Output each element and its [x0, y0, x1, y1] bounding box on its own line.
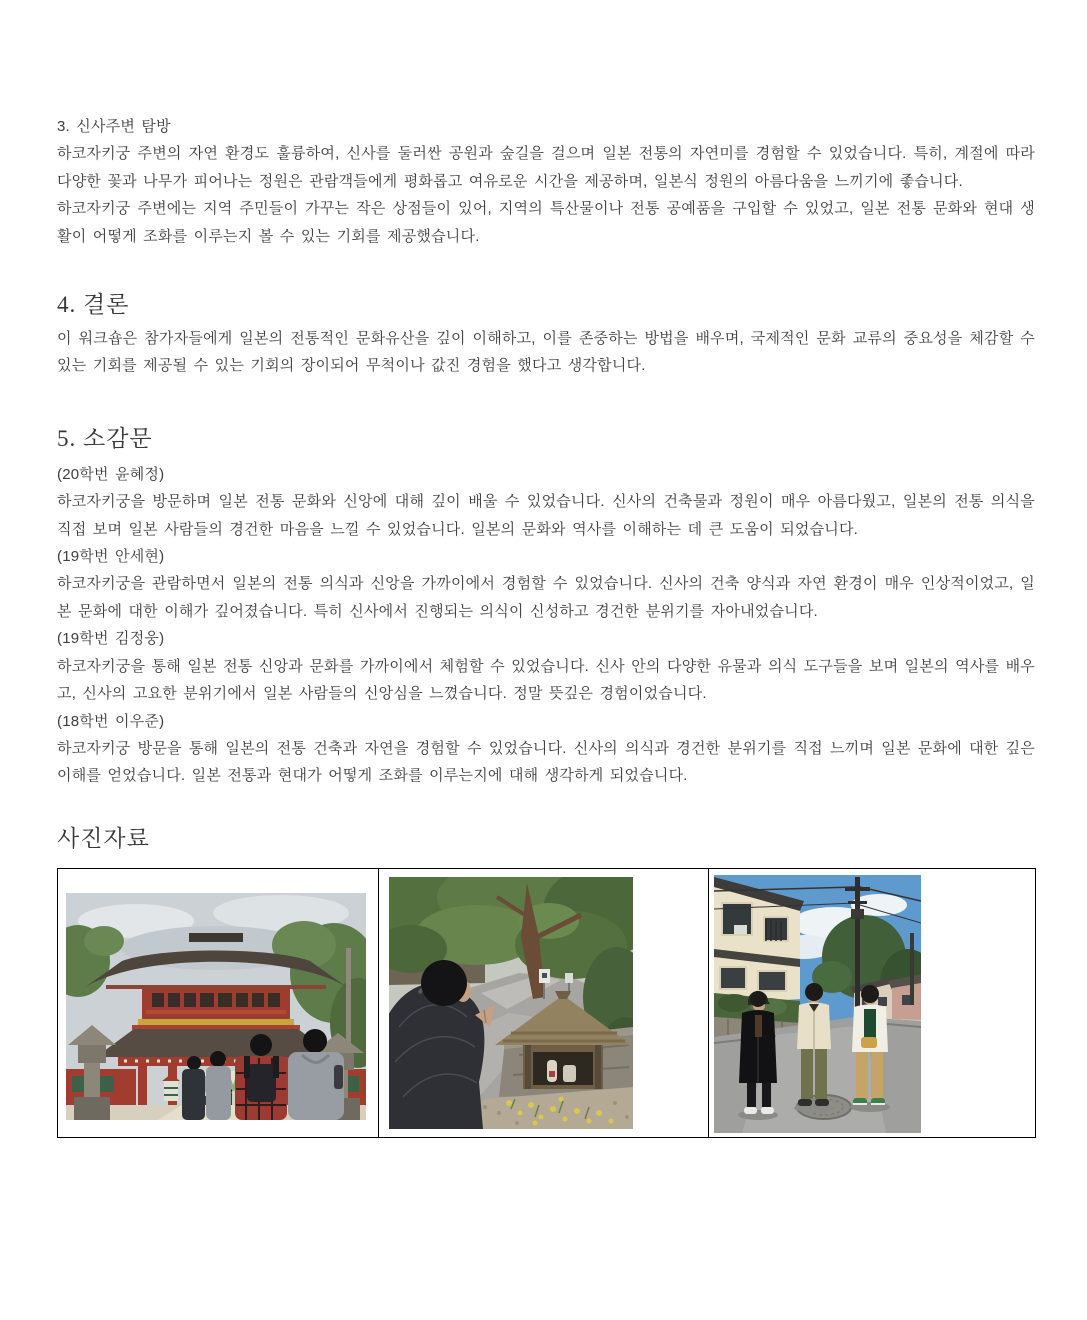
- reflection-entry: [57, 625, 1035, 707]
- reflection-author: (18학번 이우준): [57, 712, 165, 730]
- reflection-text: 하코자키궁을 방문하며 일본 전통 문화와 신앙에 대해 깊이 배울 수 있었습니다. 신사의 건축물과 정원이 매우 아름다웠고, 일본의 전통 의식을 직접 보며 일본 사람들의 경건한 마음을 느낄 수 있었습니다. 일본의 문화와 역사를 이해하는 데 큰 도움이 되었습니다.: [57, 493, 1035, 538]
- section-5-entries: [57, 461, 1035, 790]
- reflection-entry: [57, 708, 1035, 790]
- section-3-paragraph-2: 하코자키궁 주변에는 지역 주민들이 가꾸는 작은 상점들이 있어, 지역의 특산물이나 전통 공예품을 구입할 수 있었고, 일본 전통 문화와 현대 생활이 어떻게 조화를 이루는지 볼 수 있는 기회를 제공했습니다.: [57, 200, 1035, 245]
- section-3: [57, 113, 1035, 250]
- roadside-shrine-prayer-photo: [389, 877, 633, 1129]
- reflection-text: 하코자키궁 방문을 통해 일본의 전통 건축과 자연을 경험할 수 있었습니다. 신사의 의식과 경건한 분위기를 직접 느끼며 일본 문화에 대한 깊은 이해를 얻었습니다. 일본 전통과 현대가 어떻게 조화를 이루는지에 대해 생각하게 되었습니다.: [57, 739, 1035, 785]
- section-3-heading: 3. 신사주변 탐방: [57, 118, 171, 135]
- reflection-entry: [57, 461, 1035, 543]
- photo-table: [57, 868, 1036, 1138]
- section-5-heading: 5. 소감문: [57, 425, 153, 451]
- section-3-paragraph-1: 하코자키궁 주변의 자연 환경도 훌륭하여, 신사를 둘러싼 공원과 숲길을 걸으며 일본 전통의 자연미를 경험할 수 있었습니다. 특히, 계절에 따라 다양한 꽃과 나무가 피어나는 정원은 관람객들에게 평화롭고 여유로운 시간을 제공하며, 일본식 정원의 아름다움을 느끼기에 좋습니다.: [57, 145, 1035, 190]
- reflection-entry: [57, 543, 1035, 625]
- reflection-author: (20학번 윤혜정): [57, 465, 165, 483]
- reflection-author: (19학번 김정웅): [57, 630, 165, 648]
- reflection-author: (19학번 안세현): [57, 548, 165, 566]
- photo-cell-3: [709, 868, 1036, 1137]
- photo-cell-1: [58, 868, 379, 1137]
- photo-section-heading: 사진자료: [57, 825, 150, 851]
- section-4-paragraph: 이 워크숍은 참가자들에게 일본의 전통적인 문화유산을 깊이 이해하고, 이를 존중하는 방법을 배우며, 국제적인 문화 교류의 중요성을 체감할 수 있는 기회를 제공될 수 있는 기회의 장이되어 무척이나 값진 경험을 했다고 생각합니다.: [57, 330, 1035, 375]
- shrine-gate-visitors-photo: [66, 893, 366, 1120]
- reflection-text: 하코자키궁을 통해 일본 전통 신앙과 문화를 가까이에서 체험할 수 있었습니다. 신사 안의 다양한 유물과 의식 도구들을 보며 일본의 역사를 배우고, 신사의 고요한 분위기에서 일본 사람들의 신앙심을 느꼈습니다. 정말 뜻깊은 경험이었습니다.: [57, 657, 1035, 703]
- street-walk-photo: [714, 875, 921, 1133]
- reflection-text: 하코자키궁을 관람하면서 일본의 전통 의식과 신앙을 가까이에서 경험할 수 있었습니다. 신사의 건축 양식과 자연 환경이 매우 인상적이었고, 일본 문화에 대한 이해가 깊어졌습니다. 특히 신사에서 진행되는 의식이 신성하고 경건한 분위기를 자아내었습니다.: [57, 575, 1035, 620]
- section-4-heading: 4. 결론: [57, 292, 130, 318]
- photo-cell-2: [379, 868, 709, 1137]
